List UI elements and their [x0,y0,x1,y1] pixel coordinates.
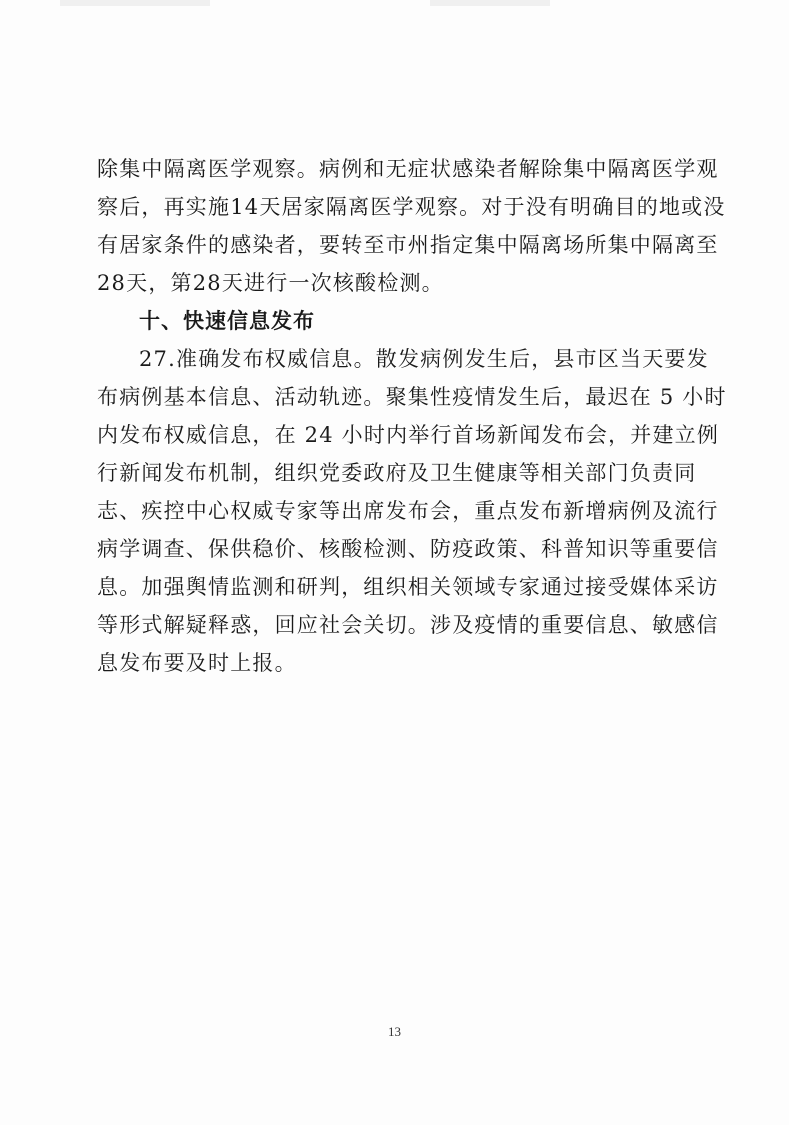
page-number: 13 [388,1024,401,1039]
text-line: 息。加强舆情监测和研判，组织相关领域专家通过接受媒体采访 [97,575,719,599]
text-line: 病学调查、保供稳价、核酸检测、防疫政策、科普知识等重要信 [97,537,719,561]
text-line: 志、疾控中心权威专家等出席发布会，重点发布新增病例及流行 [97,499,719,523]
text-line: 等形式解疑释惑，回应社会关切。涉及疫情的重要信息、敏感信 [97,613,719,637]
text-line: 布病例基本信息、活动轨迹。聚集性疫情发生后，最迟在 5 小时 [97,385,727,409]
text-line: 息发布要及时上报。 [97,651,297,675]
scan-artifact-right [430,0,550,6]
text-line: 内发布权威信息，在 24 小时内举行首场新闻发布会，并建立例 [97,423,720,447]
text-line: 27.准确发布权威信息。散发病例发生后，县市区当天要发 [139,347,709,371]
text-line: 28天，第28天进行一次核酸检测。 [97,271,444,295]
scan-artifact-left [60,0,210,6]
text-line: 察后，再实施14天居家隔离医学观察。对于没有明确目的地或没 [97,195,726,219]
text-line: 除集中隔离医学观察。病例和无症状感染者解除集中隔离医学观 [97,157,719,181]
section-heading: 十、快速信息发布 [139,309,315,333]
text-line: 行新闻发布机制，组织党委政府及卫生健康等相关部门负责同 [97,461,697,485]
text-line: 有居家条件的感染者，要转至市州指定集中隔离场所集中隔离至 [97,233,719,257]
